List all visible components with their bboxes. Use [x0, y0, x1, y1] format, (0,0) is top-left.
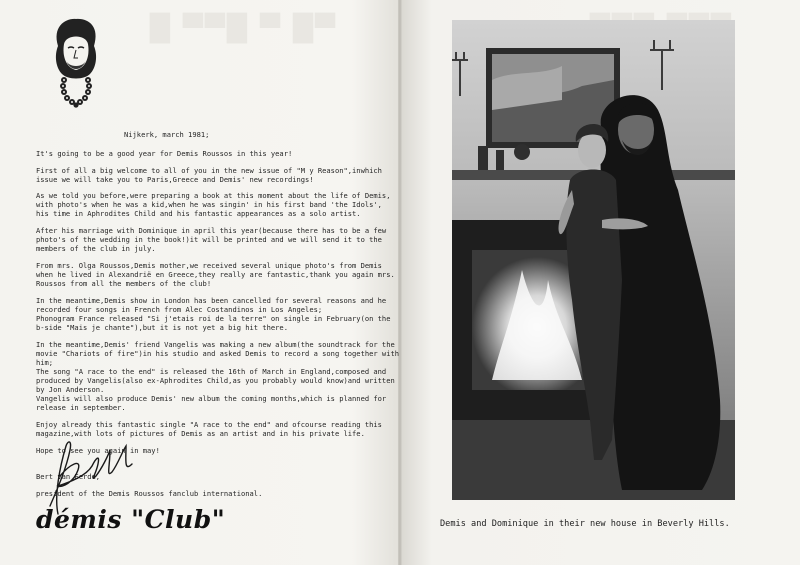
letter-line: Hope to see you again in may! — [36, 446, 160, 455]
letter-line: b-side "Mais je chante"),but it is not yet a big hit there. — [36, 323, 288, 332]
letter-line: recorded four songs in French from Alec Costandinos in Los Angeles; — [36, 305, 323, 314]
demis-portrait-sketch — [44, 16, 108, 108]
letter-line: Bert van Eerde, — [36, 472, 101, 481]
letter-line: when he lived in Alexandrië en Greece,they really are fantastic,thank you again mrs. — [36, 270, 395, 279]
letter-line: produced by Vangelis(also ex-Aphrodites Child,as you probably would know)and written — [36, 376, 395, 385]
letter-line: magazine,with lots of pictures of Demis as an artist and in his private life. — [36, 429, 365, 438]
letter-line: From mrs. Olga Roussos,Demis mother,we received several unique photo's from Demis — [36, 261, 382, 270]
letter-line: In the meantime,Demis' friend Vangelis was making a new album(the soundtrack for the — [36, 340, 395, 349]
show-through-text: █ ▀▀█ ▀ █▀ — [150, 14, 338, 44]
letter-line: As we told you before,were preparing a book at this moment about the life of Demis, — [36, 191, 391, 200]
letter-line: him; — [36, 358, 54, 367]
letter-date: Nijkerk, march 1981; — [124, 130, 210, 139]
letter-line: president of the Demis Roussos fanclub international. — [36, 489, 263, 498]
letter-line: The song "A race to the end" is released the 16th of March in England,composed and — [36, 367, 387, 376]
photo-caption: Demis and Dominique in their new house in Beverly Hills. — [440, 519, 730, 529]
letter-line: members of the club in july. — [36, 244, 156, 253]
letter-line: In the meantime,Demis show in London has been cancelled for several reasons and he — [36, 296, 387, 305]
book-spine — [398, 0, 402, 565]
couple-photograph — [452, 20, 735, 500]
letter-line: photo's of the wedding in the book!)it will be printed and we will send it to the — [36, 235, 382, 244]
letter-line: Phonogram France released "Si j'etais roi de la terre" on single in February(on the — [36, 314, 391, 323]
letter-line: Enjoy already this fantastic single "A race to the end" and ofcourse reading this — [36, 420, 382, 429]
letter-line: It's going to be a good year for Demis Roussos in this year! — [36, 149, 293, 158]
letter-line: with photo's when he was a kid,when he was singin' in his first band 'the Idols', — [36, 200, 382, 209]
letter-line: After his marriage with Dominique in april this year(because there has to be a few — [36, 226, 387, 235]
demis-club-logo: démis "Club" — [36, 505, 226, 534]
letter-line: by Jon Anderson. — [36, 385, 105, 394]
letter-line: release in september. — [36, 403, 126, 412]
letter-line: Roussos from all the members of the club! — [36, 279, 212, 288]
letter-line: his time in Aphrodites Child and his fantastic appearances as a solo artist. — [36, 209, 361, 218]
letter-line: issue we will take you to Paris,Greece and Demis' new recordings! — [36, 175, 314, 184]
letter-line: First of all a big welcome to all of you in the new issue of "M y Reason",inwhich — [36, 166, 382, 175]
letter-line: movie "Chariots of fire")in his studio and asked Demis to record a song together with — [36, 349, 400, 358]
letter-line: Vangelis will also produce Demis' new album the coming months,which is planned for — [36, 394, 387, 403]
